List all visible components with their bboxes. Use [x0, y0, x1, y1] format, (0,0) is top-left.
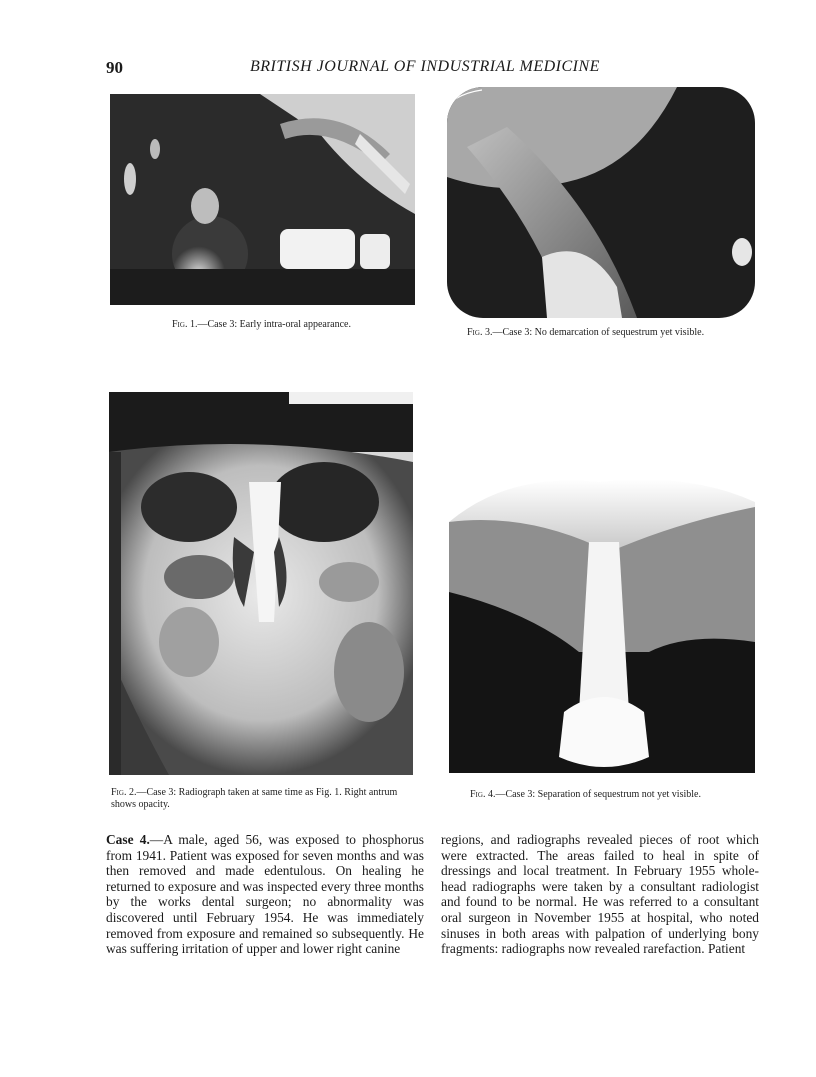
figure-4-caption	[470, 789, 760, 801]
figure-2-radiograph	[109, 392, 413, 775]
case-4-text: —A male, aged 56, was exposed to phosphorus from 1941. Patient was exposed for seven months and was then removed and made edentulous. On healing he returned to exposure and was inspected every three months by the works dental surgeon; no abnormality was discovered until February 1954. He was immediately removed from exposure and remained so subsequently. He was suffering irritation of upper and lower right canine	[106, 832, 424, 957]
body-right-column	[441, 832, 759, 957]
figure-2-caption	[111, 787, 423, 811]
figure-3-label: Fig. 3.	[467, 327, 493, 338]
case-4-continued: regions, and radiographs revealed pieces of root which were extracted. The areas failed to heal in spite of dressings and local treatment. In February 1955 whole-head radiographs were taken by a consultant radiologist and found to be normal. He was referred to a consultant oral surgeon in November 1955 at hospital, who noted sinuses in both areas with palpation of underlying bony fragments: radiographs now revealed rarefaction. Patient	[441, 832, 759, 957]
body-left-column	[106, 832, 424, 957]
case-4-heading: Case 4.	[106, 832, 150, 847]
figure-1-photo	[110, 94, 415, 305]
figure-3-radiograph	[447, 87, 755, 318]
page-number: 90	[106, 58, 123, 77]
figure-3-text: —Case 3: No demarcation of sequestrum yet visible.	[492, 327, 705, 338]
figure-2-label: Fig. 2.	[111, 787, 137, 798]
case-4-paragraph	[106, 832, 424, 957]
journal-title: BRITISH JOURNAL OF INDUSTRIAL MEDICINE	[250, 58, 600, 75]
figure-1-text: —Case 3: Early intra-oral appearance.	[197, 319, 351, 330]
figure-1-label: Fig. 1.	[172, 319, 198, 330]
figure-4-text: —Case 3: Separation of sequestrum not yet visible.	[495, 789, 701, 800]
figure-4-radiograph	[449, 412, 755, 773]
figure-4-label: Fig. 4.	[470, 789, 496, 800]
figure-1-caption	[172, 319, 422, 331]
figure-3-caption	[467, 327, 757, 339]
figure-2-text: —Case 3: Radiograph taken at same time as Fig. 1. Right antrum shows opacity.	[111, 787, 398, 810]
